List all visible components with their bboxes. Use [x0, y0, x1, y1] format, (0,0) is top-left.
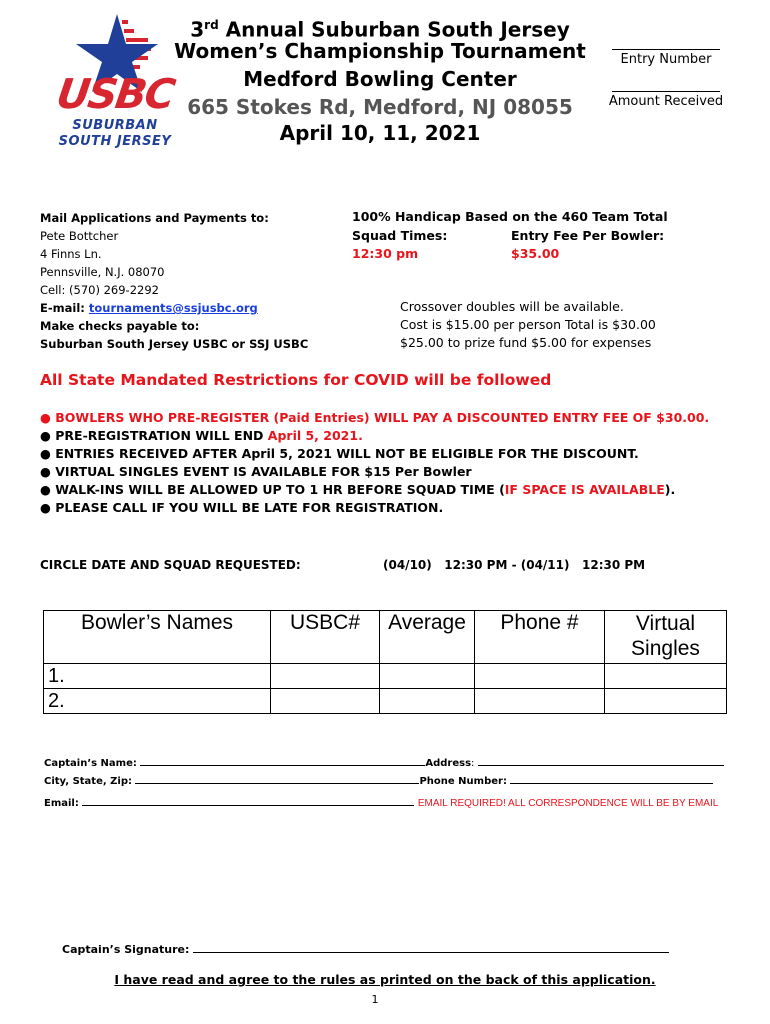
col-virtual-singles: [605, 611, 727, 664]
mail-street: 4 Finns Ln.: [40, 247, 102, 261]
tournament-title-line2: Women’s Championship Tournament: [174, 39, 586, 63]
rule-preregister-end: [40, 427, 760, 445]
address-field[interactable]: [478, 755, 724, 766]
bowler-row-number[interactable]: 1.: [44, 664, 271, 689]
crossover-line1: Crossover doubles will be available.: [400, 299, 624, 314]
crossover-line2: Cost is $15.00 per person Total is $30.00: [400, 317, 656, 332]
phone-cell[interactable]: [475, 689, 605, 714]
mail-heading: Mail Applications and Payments to:: [40, 211, 269, 225]
rule-preregister-discount: ● BOWLERS WHO PRE-REGISTER (Paid Entries) WILL PAY A DISCOUNTED ENTRY FEE OF $30.00.: [40, 410, 710, 425]
email-label: Email:: [44, 798, 83, 809]
rule-walk-ins-end: ).: [664, 482, 676, 497]
rule-preregister-end-text: ● PRE-REGISTRATION WILL END: [40, 428, 268, 443]
bowler-row-number[interactable]: 2.: [44, 689, 271, 714]
col-singles-label: Singles: [631, 637, 700, 660]
rule-late-entries: ● ENTRIES RECEIVED AFTER April 5, 2021 WILL NOT BE ELIGIBLE FOR THE DISCOUNT.: [40, 446, 639, 461]
virtual-singles-cell[interactable]: [605, 689, 727, 714]
squad-time-value: 12:30 pm: [352, 246, 419, 261]
usbc-wordmark: USBC: [53, 70, 177, 118]
venue-address: 665 Stokes Rd, Medford, NJ 08055: [187, 95, 573, 119]
rule-walk-ins-text: ● WALK-INS WILL BE ALLOWED UP TO 1 HR BEFORE SQUAD TIME (: [40, 482, 505, 497]
mail-block: [40, 209, 340, 353]
association-name-line2: SOUTH JERSEY: [58, 134, 172, 149]
rule-call-if-late: ● PLEASE CALL IF YOU WILL BE LATE FOR REGISTRATION.: [40, 500, 444, 515]
checks-payee: Suburban South Jersey USBC or SSJ USBC: [40, 337, 309, 351]
entry-number-line: [612, 49, 720, 50]
captain-name-row: [44, 755, 724, 769]
title-rest: Annual Suburban South Jersey: [218, 17, 570, 42]
page-number: 1: [371, 993, 379, 1006]
col-phone: Phone #: [475, 611, 605, 664]
handicap-heading: 100% Handicap Based on the 460 Team Total: [352, 209, 668, 224]
signature-field[interactable]: [193, 942, 669, 953]
rule-walk-ins: [40, 481, 760, 499]
city-state-zip-label: City, State, Zip:: [44, 776, 136, 787]
city-state-zip-field[interactable]: [135, 773, 419, 784]
address-colon: :: [471, 758, 478, 769]
mail-email-label: E-mail:: [40, 301, 89, 315]
average-cell[interactable]: [380, 689, 475, 714]
address-label: Address: [425, 758, 472, 769]
association-name-line1: SUBURBAN: [72, 118, 158, 133]
city-row: [44, 773, 713, 787]
amount-received-label: Amount Received: [608, 94, 724, 109]
mail-city: Pennsville, N.J. 08070: [40, 265, 165, 279]
rule-preregister-end-date: April 5, 2021.: [267, 428, 363, 443]
crossover-info: [400, 298, 656, 352]
bowler-table: [43, 610, 727, 714]
signature-row: [62, 942, 669, 956]
phone-number-field[interactable]: [510, 773, 713, 784]
entry-number-label: Entry Number: [620, 52, 712, 67]
col-virtual-label: Virtual: [635, 612, 696, 635]
usbc-number-cell[interactable]: [271, 664, 380, 689]
entry-fee-label: Entry Fee Per Bowler:: [511, 228, 665, 243]
average-cell[interactable]: [380, 664, 475, 689]
title-ordinal-suffix: rd: [204, 18, 219, 32]
tournament-dates: April 10, 11, 2021: [279, 121, 481, 145]
rule-walk-ins-condition: IF SPACE IS AVAILABLE: [504, 482, 665, 497]
email-required-note: EMAIL REQUIRED! ALL CORRESPONDENCE WILL BE BY EMAIL: [417, 798, 719, 809]
table-row: [44, 664, 727, 689]
virtual-singles-cell[interactable]: [605, 664, 727, 689]
squad-request-label: CIRCLE DATE AND SQUAD REQUESTED:: [40, 558, 301, 572]
agreement-text: I have read and agree to the rules as printed on the back of this application.: [114, 972, 656, 987]
email-row: [44, 795, 718, 809]
col-average: Average: [380, 611, 475, 664]
email-field[interactable]: [82, 795, 414, 806]
mail-name: Pete Bottcher: [40, 229, 119, 243]
mail-email-row: [40, 299, 340, 317]
mail-cell: Cell: (570) 269-2292: [40, 283, 159, 297]
signature-label: Captain’s Signature:: [62, 943, 194, 956]
squad-request-options[interactable]: (04/10) 12:30 PM - (04/11) 12:30 PM: [383, 558, 646, 572]
checks-label: Make checks payable to:: [40, 319, 200, 333]
bowler-table-header: [44, 611, 727, 664]
captain-name-label: Captain’s Name:: [44, 758, 141, 769]
rules-list: [40, 409, 760, 517]
mail-email-link[interactable]: tournaments@ssjusbc.org: [88, 301, 258, 315]
usbc-number-cell[interactable]: [271, 689, 380, 714]
phone-cell[interactable]: [475, 664, 605, 689]
entry-fee-value: $35.00: [511, 246, 560, 261]
table-row: [44, 689, 727, 714]
phone-number-label: Phone Number:: [419, 776, 511, 787]
crossover-line3: $25.00 to prize fund $5.00 for expenses: [400, 335, 652, 350]
squad-times-label: Squad Times:: [352, 228, 448, 243]
col-usbc-number: USBC#: [271, 611, 380, 664]
title-ordinal: 3: [190, 17, 205, 42]
venue-name: Medford Bowling Center: [243, 67, 517, 91]
captain-name-field[interactable]: [140, 755, 425, 766]
covid-notice: All State Mandated Restrictions for COVID will be followed: [40, 371, 552, 389]
col-bowler-names: Bowler’s Names: [44, 611, 271, 664]
amount-received-line: [612, 91, 720, 92]
rule-virtual-singles: ● VIRTUAL SINGLES EVENT IS AVAILABLE FOR $15 Per Bowler: [40, 464, 472, 479]
